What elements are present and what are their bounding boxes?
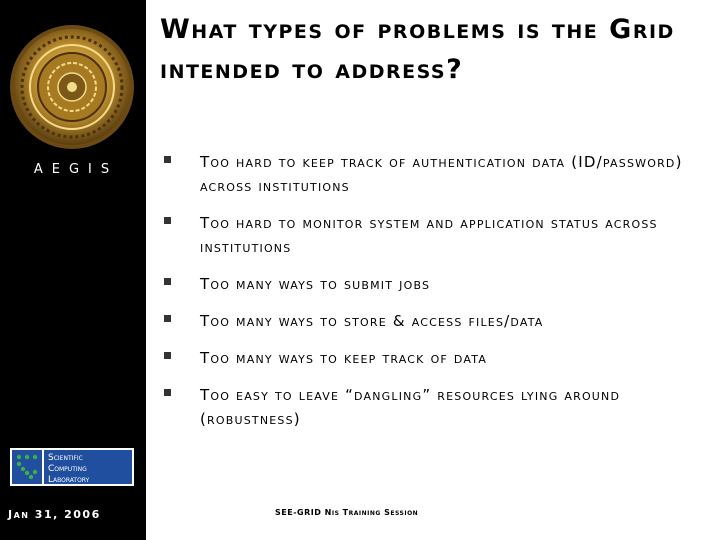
sidebar [0, 0, 146, 540]
bullet-item [160, 309, 705, 333]
ornate-gold-shield-emblem-icon [7, 22, 137, 152]
square-bullet-icon [164, 389, 171, 396]
bullet-text: Too many ways to keep track of data [200, 349, 488, 367]
bullet-text: Too many ways to store & access files/data [200, 312, 544, 330]
scientific-computing-laboratory-logo-icon [10, 448, 134, 486]
square-bullet-icon [164, 217, 171, 224]
bullet-list [160, 150, 705, 431]
lab-logo-line-3: Laboratory [48, 475, 90, 485]
bullet-item [160, 211, 705, 259]
slide-footer: SEE-GRID Nis Training Session [275, 508, 419, 517]
square-bullet-icon [164, 315, 171, 322]
bullet-item [160, 150, 705, 198]
square-bullet-icon [164, 352, 171, 359]
bullet-text: Too hard to keep track of authentication data (ID/password) across institutions [200, 153, 683, 195]
slide-title: What types of problems is the Grid intended to address? [160, 14, 675, 85]
bullet-text: Too many ways to submit jobs [200, 275, 431, 293]
bullet-text: Too easy to leave “dangling” resources lying around (robustness) [200, 386, 621, 428]
slide-date: Jan 31, 2006 [8, 508, 101, 521]
bullet-text: Too hard to monitor system and application status across institutions [200, 214, 658, 256]
bullet-item [160, 383, 705, 431]
lab-logo-line-2: Computing [48, 464, 87, 474]
bullet-item [160, 346, 705, 370]
lab-logo-line-1: Scientific [48, 453, 83, 463]
square-bullet-icon [164, 278, 171, 285]
brand-aegis: AEGIS [33, 162, 119, 177]
square-bullet-icon [164, 156, 171, 163]
bullet-item [160, 272, 705, 296]
